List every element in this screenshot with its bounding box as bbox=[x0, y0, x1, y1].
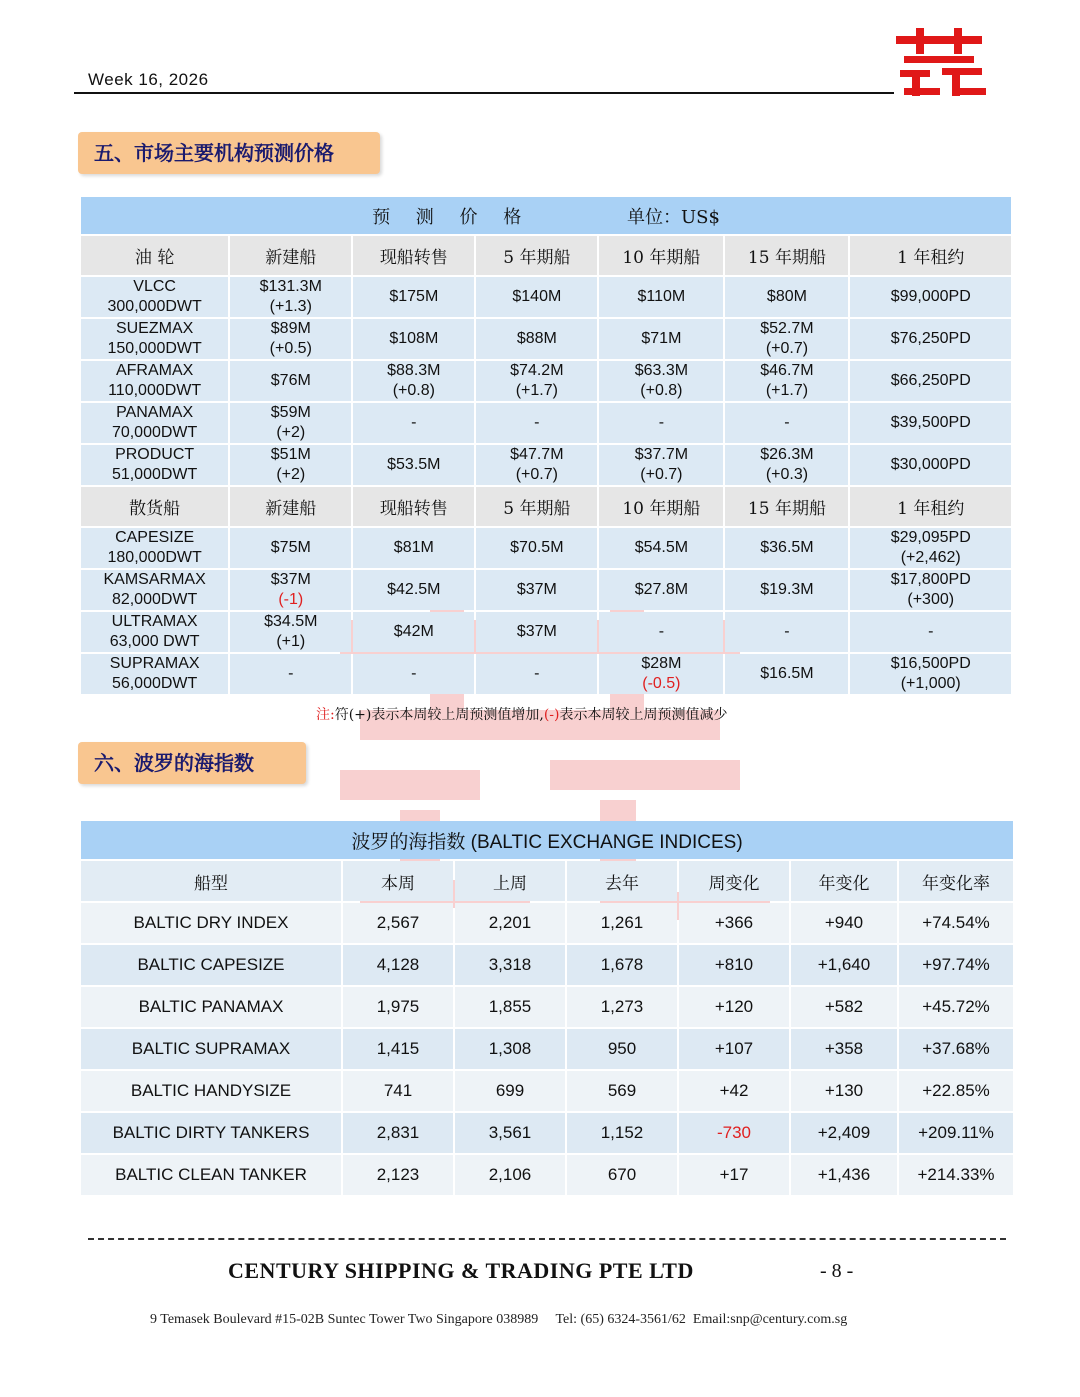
price-cell bbox=[353, 277, 474, 317]
column-header: 上周 bbox=[455, 861, 565, 901]
ship-type-cell bbox=[81, 361, 228, 401]
company-logo-icon bbox=[890, 26, 990, 98]
price-value: $76M bbox=[270, 372, 311, 389]
ship-dwt: 300,000DWT bbox=[107, 298, 202, 315]
price-value: $89M bbox=[270, 320, 311, 337]
price-cell bbox=[599, 277, 723, 317]
price-value: $71M bbox=[641, 330, 682, 347]
table-row bbox=[81, 1155, 1013, 1195]
price-cell bbox=[353, 570, 474, 610]
index-name: BALTIC CAPESIZE bbox=[81, 945, 341, 985]
price-value: $39,500PD bbox=[890, 414, 971, 431]
price-cell bbox=[476, 403, 597, 443]
column-header: 现船转售 bbox=[353, 487, 474, 526]
note-label: 注: bbox=[316, 707, 335, 723]
ship-type-cell bbox=[81, 654, 228, 694]
ship-type-cell bbox=[81, 445, 228, 485]
column-header: 散货船 bbox=[81, 487, 228, 526]
price-change: (+1.3) bbox=[269, 298, 312, 315]
ship-dwt: 56,000DWT bbox=[111, 675, 198, 692]
index-value: 1,415 bbox=[343, 1029, 453, 1069]
price-cell bbox=[230, 654, 351, 694]
price-change: (+0.5) bbox=[269, 340, 312, 357]
ship-type-cell bbox=[81, 528, 228, 568]
price-value: $37M bbox=[516, 581, 557, 598]
section-6-title: 六、波罗的海指数 bbox=[78, 742, 306, 784]
table-row bbox=[81, 277, 1011, 317]
price-cell bbox=[725, 445, 848, 485]
price-value: $51M bbox=[270, 446, 311, 463]
price-value: $42M bbox=[393, 623, 434, 640]
table-row bbox=[81, 1071, 1013, 1111]
price-cell bbox=[476, 361, 597, 401]
price-change: (+2) bbox=[276, 466, 306, 483]
price-value: $59M bbox=[270, 404, 311, 421]
price-value: $140M bbox=[512, 288, 562, 305]
table-row bbox=[81, 403, 1011, 443]
column-header: 周变化 bbox=[679, 861, 789, 901]
index-value: 741 bbox=[343, 1071, 453, 1111]
price-cell bbox=[476, 277, 597, 317]
price-cell bbox=[599, 361, 723, 401]
price-value: - bbox=[784, 414, 790, 431]
price-cell bbox=[230, 612, 351, 652]
index-value: +358 bbox=[791, 1029, 897, 1069]
price-cell bbox=[850, 319, 1011, 359]
index-value: +120 bbox=[679, 987, 789, 1027]
index-value: 569 bbox=[567, 1071, 677, 1111]
index-value: 670 bbox=[567, 1155, 677, 1195]
index-name: BALTIC HANDYSIZE bbox=[81, 1071, 341, 1111]
price-value: $54.5M bbox=[634, 539, 689, 556]
index-value: 2,106 bbox=[455, 1155, 565, 1195]
price-cell bbox=[850, 277, 1011, 317]
price-cell bbox=[353, 654, 474, 694]
price-change: (+0.8) bbox=[640, 382, 683, 399]
price-value: $26.3M bbox=[760, 446, 814, 463]
price-change: (+2) bbox=[276, 424, 306, 441]
price-cell bbox=[725, 528, 848, 568]
index-value: +42 bbox=[679, 1071, 789, 1111]
ship-type: ULTRAMAX bbox=[111, 613, 198, 630]
price-cell bbox=[476, 445, 597, 485]
ship-type: AFRAMAX bbox=[115, 362, 194, 379]
price-cell bbox=[850, 528, 1011, 568]
ship-type: KAMSARMAX bbox=[103, 571, 206, 588]
column-header: 5 年期船 bbox=[476, 236, 597, 275]
index-value: +2,409 bbox=[791, 1113, 897, 1153]
table-row bbox=[81, 361, 1011, 401]
ship-type-cell bbox=[81, 403, 228, 443]
price-value: - bbox=[534, 414, 540, 431]
index-value: 1,152 bbox=[567, 1113, 677, 1153]
column-header: 15 年期船 bbox=[725, 487, 848, 526]
index-value: +366 bbox=[679, 903, 789, 943]
price-value: - bbox=[658, 623, 665, 640]
price-value: $110M bbox=[637, 288, 686, 305]
price-value: $36.5M bbox=[760, 539, 814, 556]
price-value: - bbox=[411, 414, 417, 431]
index-value: 950 bbox=[567, 1029, 677, 1069]
price-cell bbox=[599, 528, 723, 568]
ship-dwt: 51,000DWT bbox=[111, 466, 198, 483]
column-header: 船型 bbox=[81, 861, 341, 901]
table-row bbox=[81, 1113, 1013, 1153]
index-value: +214.33% bbox=[899, 1155, 1013, 1195]
index-name: BALTIC SUPRAMAX bbox=[81, 1029, 341, 1069]
price-value: $99,000PD bbox=[890, 288, 971, 305]
column-header: 10 年期船 bbox=[599, 236, 723, 275]
price-value: $76,250PD bbox=[890, 330, 971, 347]
footer-divider bbox=[88, 1238, 1006, 1240]
price-value: $70.5M bbox=[510, 539, 564, 556]
price-cell bbox=[476, 654, 597, 694]
price-cell bbox=[850, 654, 1011, 694]
ship-dwt: 70,000DWT bbox=[111, 424, 198, 441]
price-value: - bbox=[411, 665, 417, 682]
week-label: Week 16, 2026 bbox=[88, 70, 209, 89]
price-cell bbox=[476, 612, 597, 652]
price-cell bbox=[850, 612, 1011, 652]
ship-dwt: 180,000DWT bbox=[107, 549, 202, 566]
index-value: +74.54% bbox=[899, 903, 1013, 943]
column-header: 去年 bbox=[567, 861, 677, 901]
page-number: - 8 - bbox=[820, 1260, 854, 1282]
price-cell bbox=[353, 319, 474, 359]
index-value: +209.11% bbox=[899, 1113, 1013, 1153]
price-cell bbox=[599, 445, 723, 485]
index-value: 2,567 bbox=[343, 903, 453, 943]
price-value: - bbox=[928, 623, 934, 640]
index-value: +45.72% bbox=[899, 987, 1013, 1027]
price-value: $30,000PD bbox=[890, 456, 971, 473]
ship-type-cell bbox=[81, 319, 228, 359]
ship-type: PRODUCT bbox=[115, 446, 195, 463]
price-change: (+0.7) bbox=[640, 466, 683, 483]
price-change: (+1.7) bbox=[515, 382, 558, 399]
table-row bbox=[81, 570, 1011, 610]
price-value: $66,250PD bbox=[890, 372, 971, 389]
price-change: (+0.8) bbox=[392, 382, 435, 399]
index-value: 1,261 bbox=[567, 903, 677, 943]
ship-dwt: 110,000DWT bbox=[108, 382, 202, 399]
price-forecast-table bbox=[79, 195, 1013, 696]
ship-type-cell bbox=[81, 570, 228, 610]
price-cell bbox=[476, 570, 597, 610]
ship-type: CAPESIZE bbox=[115, 529, 195, 546]
note-text-c: 表示本周较上周预测值减少 bbox=[559, 707, 728, 723]
section-5-title: 五、市场主要机构预测价格 bbox=[78, 132, 380, 174]
price-value: $37M bbox=[516, 623, 557, 640]
price-value: $80M bbox=[766, 288, 807, 305]
price-cell bbox=[725, 361, 848, 401]
price-value: - bbox=[534, 665, 540, 682]
table-row bbox=[81, 445, 1011, 485]
price-cell bbox=[353, 445, 474, 485]
table-row bbox=[81, 654, 1011, 694]
company-name: CENTURY SHIPPING & TRADING PTE LTD bbox=[228, 1258, 694, 1283]
note-text-a: 符(+)表示本周较上周预测值增加, bbox=[334, 707, 544, 723]
price-cell bbox=[725, 277, 848, 317]
index-value: 3,561 bbox=[455, 1113, 565, 1153]
index-value: 1,273 bbox=[567, 987, 677, 1027]
company-address: 9 Temasek Boulevard #15-02B Suntec Tower Two Singapore 038989 Tel: (65) 6324-3561/62 Email:snp@century.com.sg bbox=[150, 1312, 848, 1327]
table-row bbox=[81, 612, 1011, 652]
table-row bbox=[81, 987, 1013, 1027]
price-value: $46.7M bbox=[760, 362, 814, 379]
price-cell bbox=[353, 361, 474, 401]
price-cell bbox=[476, 319, 597, 359]
price-cell bbox=[599, 319, 723, 359]
price-value: - bbox=[784, 623, 790, 640]
price-change: (+0.7) bbox=[765, 340, 809, 357]
price-cell bbox=[230, 445, 351, 485]
column-header: 油 轮 bbox=[81, 236, 228, 275]
index-value: 2,123 bbox=[343, 1155, 453, 1195]
index-value: +130 bbox=[791, 1071, 897, 1111]
price-cell bbox=[725, 654, 848, 694]
price-value: $17,800PD bbox=[890, 571, 971, 588]
column-header: 本周 bbox=[343, 861, 453, 901]
price-cell bbox=[353, 528, 474, 568]
index-name: BALTIC DIRTY TANKERS bbox=[81, 1113, 341, 1153]
ship-type: SUEZMAX bbox=[115, 320, 194, 337]
index-value: +1,640 bbox=[791, 945, 897, 985]
price-change: (+1,000) bbox=[900, 675, 961, 692]
baltic-table-title: 波罗的海指数 (BALTIC EXCHANGE INDICES) bbox=[81, 821, 1013, 859]
column-header: 年变化率 bbox=[899, 861, 1013, 901]
price-cell bbox=[230, 528, 351, 568]
price-value: $34.5M bbox=[264, 613, 318, 630]
price-change: (+0.7) bbox=[515, 466, 558, 483]
price-change: (+2,462) bbox=[900, 549, 961, 566]
price-value: $175M bbox=[389, 288, 439, 305]
price-change: (-0.5) bbox=[642, 675, 681, 692]
price-value: $28M bbox=[641, 655, 682, 672]
index-value: 2,831 bbox=[343, 1113, 453, 1153]
price-value: $37M bbox=[270, 571, 311, 588]
ship-type-cell bbox=[81, 277, 228, 317]
ship-type: PANAMAX bbox=[116, 404, 194, 421]
price-cell bbox=[725, 570, 848, 610]
baltic-header-row bbox=[81, 861, 1013, 901]
price-cell bbox=[599, 654, 723, 694]
index-value: +22.85% bbox=[899, 1071, 1013, 1111]
price-cell bbox=[850, 403, 1011, 443]
index-value: +107 bbox=[679, 1029, 789, 1069]
price-cell bbox=[725, 612, 848, 652]
price-cell bbox=[599, 403, 723, 443]
header-divider bbox=[74, 92, 894, 94]
price-value: $52.7M bbox=[760, 320, 814, 337]
ship-dwt: 63,000 DWT bbox=[109, 633, 200, 650]
column-header: 10 年期船 bbox=[599, 487, 723, 526]
price-cell bbox=[230, 361, 351, 401]
price-value: $53.5M bbox=[387, 456, 441, 473]
column-header: 新建船 bbox=[230, 487, 351, 526]
index-name: BALTIC DRY INDEX bbox=[81, 903, 341, 943]
baltic-index-table bbox=[79, 819, 1015, 1197]
price-cell bbox=[230, 277, 351, 317]
price-cell bbox=[850, 570, 1011, 610]
price-value: $42.5M bbox=[387, 581, 441, 598]
note-text-b: (-) bbox=[543, 707, 560, 723]
ship-type: SUPRAMAX bbox=[109, 655, 200, 672]
price-value: $88.3M bbox=[387, 362, 441, 379]
ship-type-cell bbox=[81, 612, 228, 652]
price-cell bbox=[599, 612, 723, 652]
price-change: (+0.3) bbox=[765, 466, 809, 483]
table-row bbox=[81, 945, 1013, 985]
index-value: -730 bbox=[679, 1113, 789, 1153]
price-cell bbox=[850, 445, 1011, 485]
table-row bbox=[81, 528, 1011, 568]
price-value: $29,095PD bbox=[890, 529, 971, 546]
price-value: $16,500PD bbox=[890, 655, 971, 672]
price-cell bbox=[230, 570, 351, 610]
price-value: $108M bbox=[389, 330, 439, 347]
price-value: $37.7M bbox=[634, 446, 689, 463]
price-change: (+1) bbox=[276, 633, 306, 650]
column-header: 5 年期船 bbox=[476, 487, 597, 526]
column-header: 1 年租约 bbox=[850, 236, 1011, 275]
index-value: 1,975 bbox=[343, 987, 453, 1027]
table-row bbox=[81, 1029, 1013, 1069]
column-header: 新建船 bbox=[230, 236, 351, 275]
price-table-title-text: 预 测 价 格 bbox=[372, 206, 532, 228]
index-value: +37.68% bbox=[899, 1029, 1013, 1069]
price-cell bbox=[353, 403, 474, 443]
price-header-row bbox=[81, 487, 1011, 526]
index-value: 4,128 bbox=[343, 945, 453, 985]
index-value: 1,308 bbox=[455, 1029, 565, 1069]
price-value: $63.3M bbox=[634, 362, 689, 379]
price-value: $27.8M bbox=[634, 581, 689, 598]
index-value: +940 bbox=[791, 903, 897, 943]
index-value: +1,436 bbox=[791, 1155, 897, 1195]
index-value: +582 bbox=[791, 987, 897, 1027]
price-cell bbox=[230, 319, 351, 359]
ship-type: VLCC bbox=[133, 278, 176, 295]
price-cell bbox=[725, 403, 848, 443]
price-value: $19.3M bbox=[760, 581, 814, 598]
price-value: $74.2M bbox=[510, 362, 564, 379]
column-header: 1 年租约 bbox=[850, 487, 1011, 526]
ship-dwt: 82,000DWT bbox=[111, 591, 198, 608]
price-header-row bbox=[81, 236, 1011, 275]
price-table-title bbox=[81, 197, 1011, 234]
index-value: 1,855 bbox=[455, 987, 565, 1027]
ship-dwt: 150,000DWT bbox=[107, 340, 202, 357]
price-table-unit: 单位：US$ bbox=[626, 206, 720, 228]
index-value: +17 bbox=[679, 1155, 789, 1195]
price-cell bbox=[476, 528, 597, 568]
table-row bbox=[81, 903, 1013, 943]
price-table-note bbox=[316, 704, 727, 724]
index-value: 3,318 bbox=[455, 945, 565, 985]
price-change: (+1.7) bbox=[765, 382, 809, 399]
price-value: $81M bbox=[393, 539, 434, 556]
price-value: - bbox=[288, 665, 294, 682]
price-value: $47.7M bbox=[510, 446, 564, 463]
index-value: 699 bbox=[455, 1071, 565, 1111]
index-value: 1,678 bbox=[567, 945, 677, 985]
price-change: (-1) bbox=[278, 591, 304, 608]
index-name: BALTIC CLEAN TANKER bbox=[81, 1155, 341, 1195]
price-cell bbox=[599, 570, 723, 610]
price-cell bbox=[850, 361, 1011, 401]
column-header: 现船转售 bbox=[353, 236, 474, 275]
index-value: 2,201 bbox=[455, 903, 565, 943]
price-value: $16.5M bbox=[760, 665, 814, 682]
price-value: $131.3M bbox=[259, 278, 322, 295]
table-row bbox=[81, 319, 1011, 359]
column-header: 年变化 bbox=[791, 861, 897, 901]
price-cell bbox=[725, 319, 848, 359]
price-value: - bbox=[658, 414, 665, 431]
price-value: $88M bbox=[516, 330, 557, 347]
price-cell bbox=[230, 403, 351, 443]
index-value: +97.74% bbox=[899, 945, 1013, 985]
price-cell bbox=[353, 612, 474, 652]
price-value: $75M bbox=[270, 539, 311, 556]
price-change: (+300) bbox=[907, 591, 955, 608]
index-name: BALTIC PANAMAX bbox=[81, 987, 341, 1027]
index-value: +810 bbox=[679, 945, 789, 985]
column-header: 15 年期船 bbox=[725, 236, 848, 275]
